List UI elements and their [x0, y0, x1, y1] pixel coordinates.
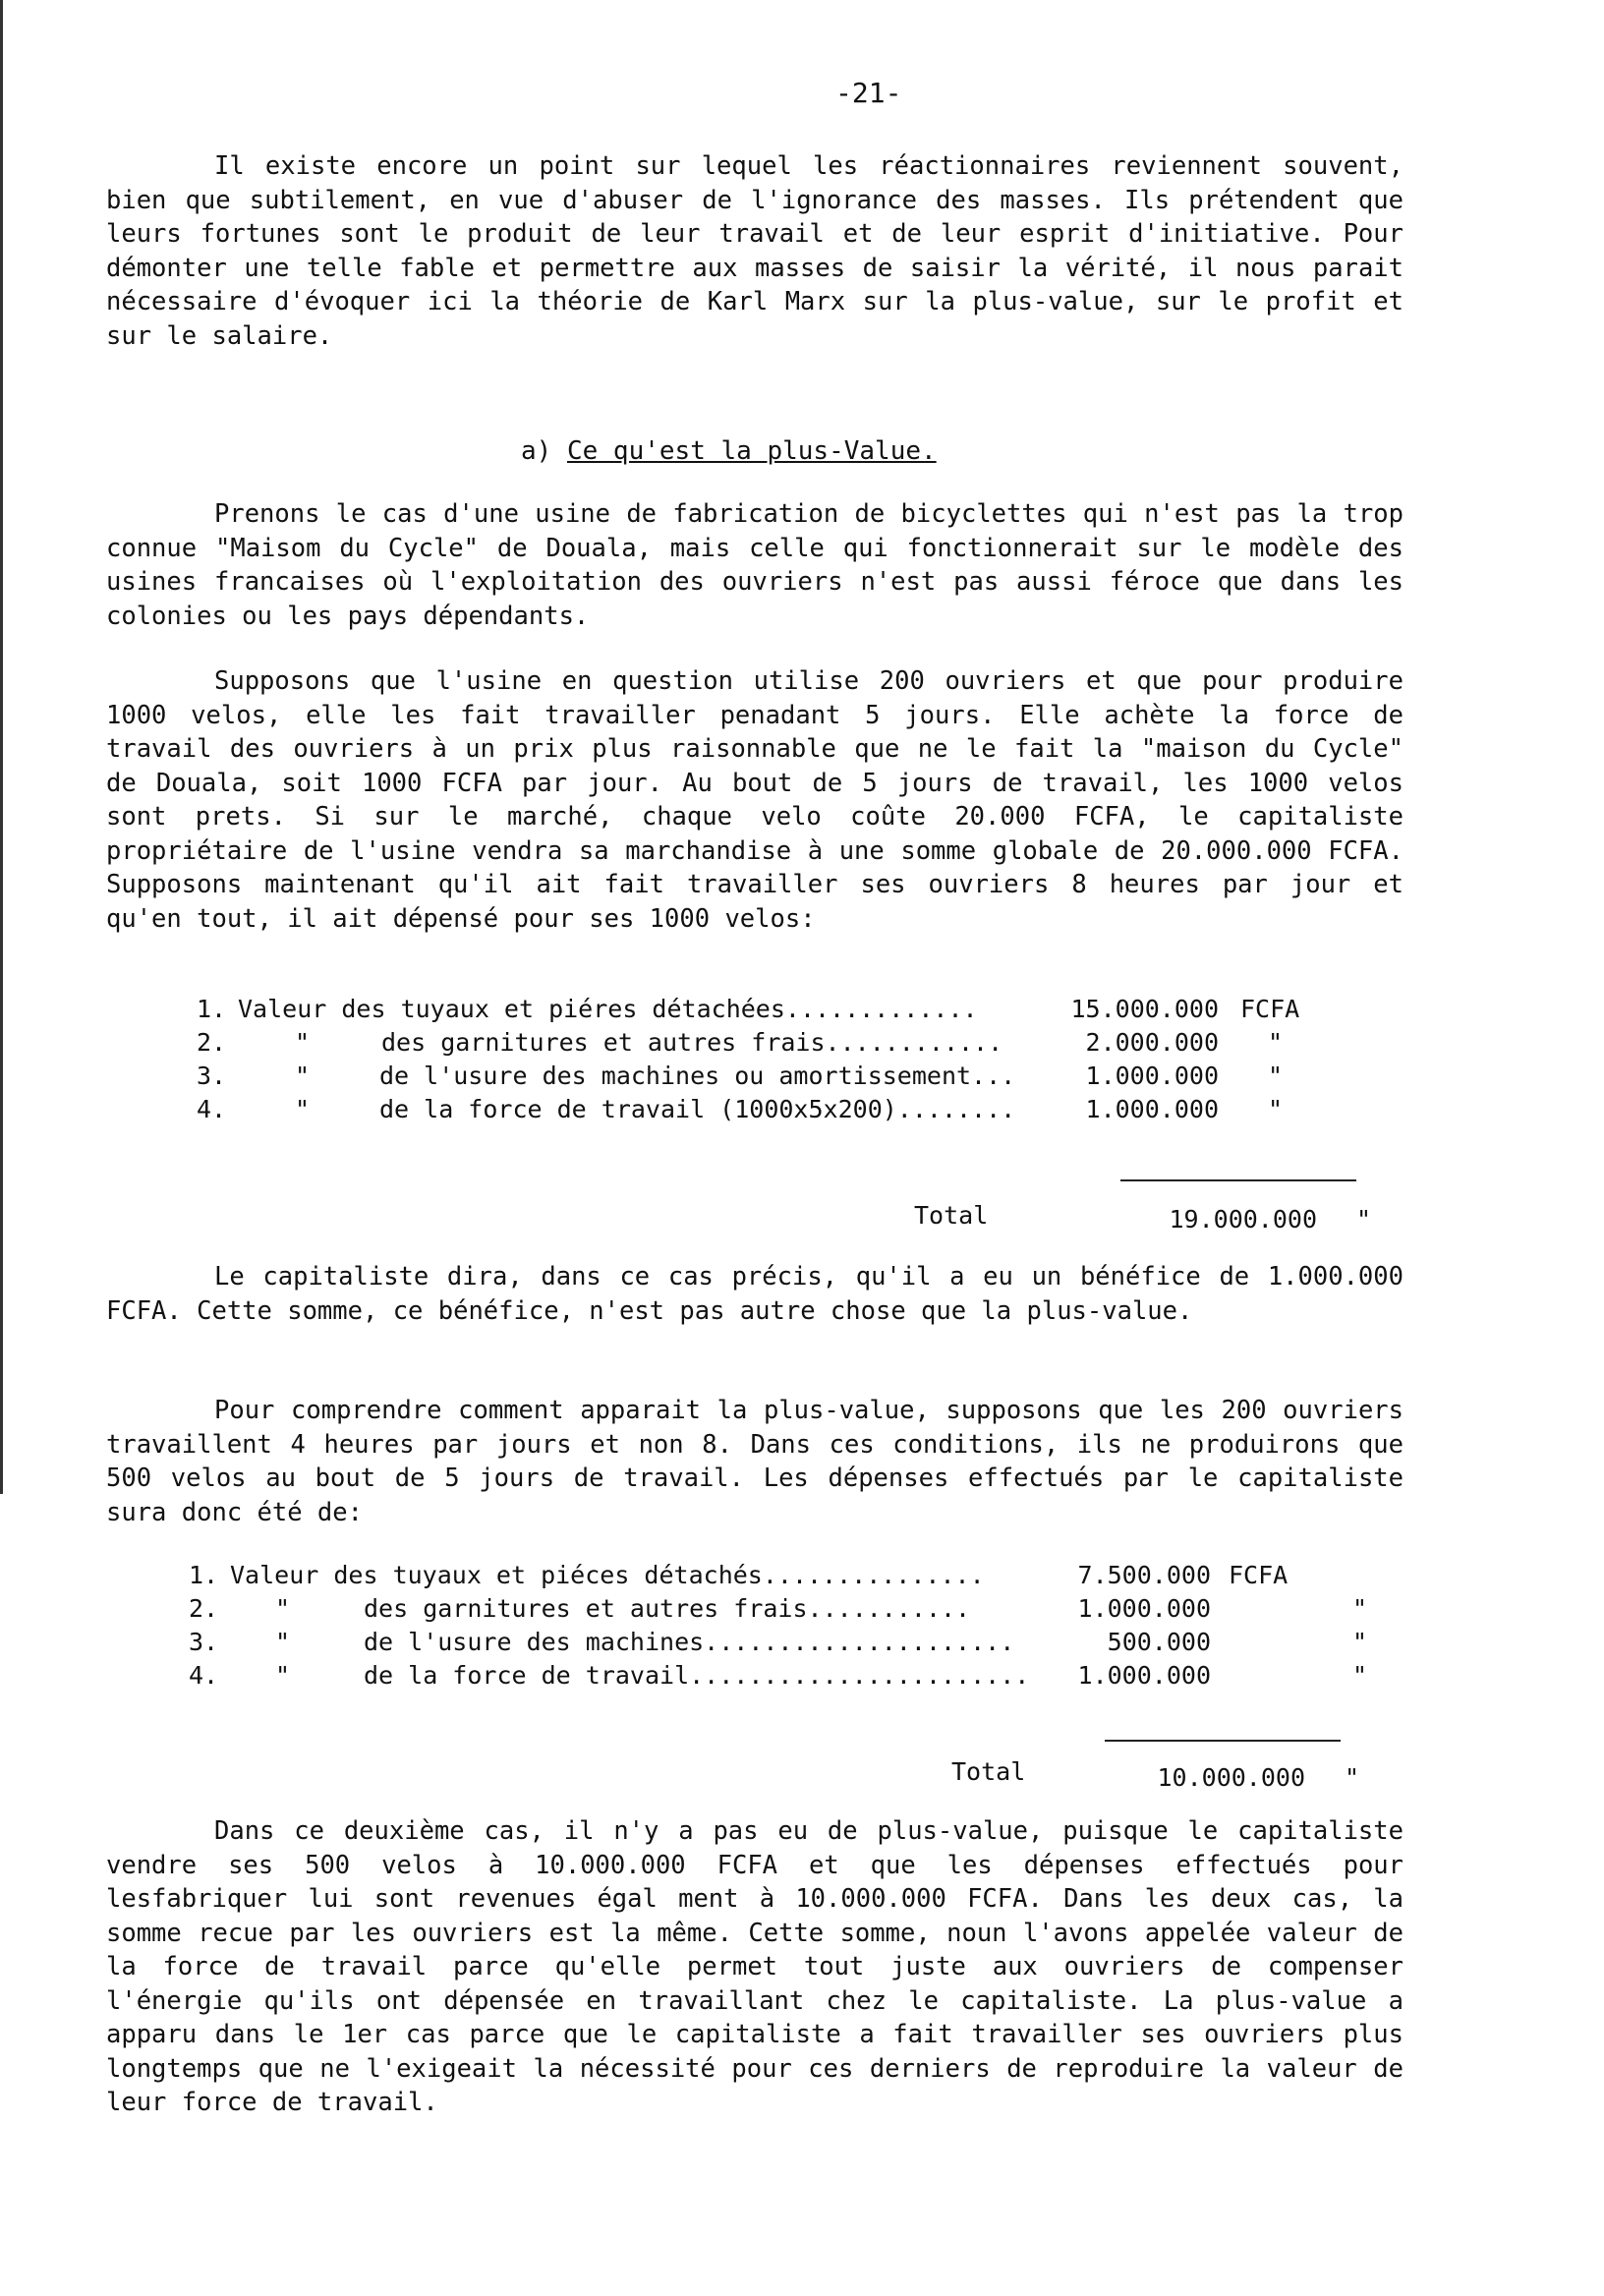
total-value: 19.000.000	[1169, 1205, 1317, 1234]
row-value: 2.000.000	[1085, 1028, 1219, 1057]
row-number: 4.	[189, 1661, 219, 1690]
row-unit: "	[1268, 1062, 1284, 1090]
total-unit: "	[1356, 1205, 1372, 1234]
page-number: -21-	[835, 77, 902, 109]
row-value: 1.000.000	[1085, 1095, 1219, 1123]
row-value: 7.500.000	[1077, 1561, 1211, 1589]
scan-edge-line	[0, 0, 3, 1494]
paragraph-explanation: Pour comprendre comment apparait la plus-value, supposons que les 200 ouvriers travaillent 4 heures par jours et non 8. Dans ces conditions, ils ne produirons que 500 velos au bout de 5 jours de travail. Les dépenses effectués par le capitaliste sura donc été de:	[106, 1396, 1404, 1527]
row-label: de l'usure des machines.....................	[364, 1628, 1015, 1656]
total-rule-2	[1105, 1740, 1341, 1742]
expense-table-1	[197, 995, 1425, 1152]
row-unit: FCFA	[1229, 1561, 1289, 1589]
heading-letter: a)	[521, 436, 552, 466]
row-unit: "	[1268, 1095, 1284, 1123]
row-unit: "	[1268, 1028, 1284, 1057]
total-rule	[1120, 1179, 1356, 1181]
row-value: 1.000.000	[1077, 1661, 1211, 1690]
row-unit: "	[1352, 1628, 1368, 1656]
row-number: 2.	[197, 1028, 227, 1057]
total-label: Total	[914, 1201, 989, 1230]
row-value: 15.000.000	[1070, 995, 1219, 1023]
row-number: 3.	[189, 1628, 219, 1656]
row-number: 1.	[197, 995, 227, 1023]
row-label: des garnitures et autres frais...........	[364, 1594, 971, 1623]
row-ditto: "	[295, 1095, 311, 1123]
row-label: de la force de travail (1000x5x200)........	[379, 1095, 1016, 1123]
paragraph-conclusion: Dans ce deuxième cas, il n'y a pas eu de plus-value, puisque le capitaliste vendre ses 500 velos à 10.000.000 FCFA et que les dépenses effectués pour lesfabriquer lui sont revenues égal ment à 10.000.000 FCFA. Dans les deux cas, la somme recue par les ouvriers est la même. Cette somme, noun l'avons appelée valeur de la force de travail parce qu'elle permet tout juste aux ouvriers de compenser l'énergie qu'ils ont dépensée en travaillant chez le capitaliste. La plus-value a apparu dans le 1er cas parce que le capitaliste a fait travailler ses ouvriers plus longtemps que ne l'exigeait la nécessité pour ces derniers de reproduire la valeur de leur force de travail.	[106, 1816, 1404, 2117]
row-unit: FCFA	[1240, 995, 1300, 1023]
row-unit: "	[1352, 1661, 1368, 1690]
paragraph-hypothesis: Supposons que l'usine en question utilise 200 ouvriers et que pour produire 1000 velos, elle les fait travailler penadant 5 jours. Elle achète la force de travail des ouvriers à un prix plus raisonnable que ne le fait la "maison du Cycle" de Douala, soit 1000 FCFA par jour. Au bout de 5 jours de travail, les 1000 velos sont prets. Si sur le marché, chaque velo coûte 20.000 FCFA, le capitaliste propriétaire de l'usine vendra sa marchandise à une somme globale de 20.000.000 FCFA. Supposons maintenant qu'il ait fait travailler ses ouvriers 8 heures par jour et qu'en tout, il ait dépensé pour ses 1000 velos:	[106, 666, 1404, 934]
total-label-2: Total	[951, 1757, 1026, 1786]
paragraph-example-factory: Prenons le cas d'une usine de fabrication de bicyclettes qui n'est pas la trop connue "Maisom du Cycle" de Douala, mais celle qui fonctionnerait sur le modèle des usines francaises où l'exploitation des ouvriers n'est pas aussi féroce que dans les colonies ou les pays dépendants.	[106, 499, 1404, 631]
expense-table-2	[189, 1561, 1417, 1718]
row-number: 1.	[189, 1561, 219, 1589]
row-ditto: "	[275, 1594, 291, 1623]
row-label: Valeur des tuyaux et piéces détachés...............	[230, 1561, 985, 1589]
row-label: de la force de travail.......................	[364, 1661, 1030, 1690]
heading-title: Ce qu'est la plus-Value.	[566, 436, 937, 466]
row-ditto: "	[275, 1628, 291, 1656]
paragraph-benefit: Le capitaliste dira, dans ce cas précis, qu'il a eu un bénéfice de 1.000.000 FCFA. Cette somme, ce bénéfice, n'est pas autre chose que la plus-value.	[106, 1262, 1404, 1326]
row-label: de l'usure des machines ou amortissement...	[379, 1062, 1016, 1090]
row-number: 3.	[197, 1062, 227, 1090]
row-number: 4.	[197, 1095, 227, 1123]
row-label: des garnitures et autres frais............	[381, 1028, 1003, 1057]
row-value: 1.000.000	[1085, 1062, 1219, 1090]
paragraph-intro: Il existe encore un point sur lequel les réactionnaires reviennent souvent, bien que subtilement, en vue d'abuser de l'ignorance des masses. Ils prétendent que leurs fortunes sont le produit de leur travail et de leur esprit d'initiative. Pour démonter une telle fable et permettre aux masses de saisir la vérité, il nous parait nécessaire d'évoquer ici la théorie de Karl Marx sur la plus-value, sur le profit et sur le salaire.	[106, 151, 1404, 351]
total-value-2: 10.000.000	[1157, 1763, 1305, 1792]
row-label: Valeur des tuyaux et piéres détachées.............	[238, 995, 978, 1023]
section-heading	[521, 436, 937, 466]
total-unit-2: "	[1345, 1763, 1360, 1792]
row-ditto: "	[275, 1661, 291, 1690]
row-value: 1.000.000	[1077, 1594, 1211, 1623]
row-number: 2.	[189, 1594, 219, 1623]
row-ditto: "	[295, 1028, 311, 1057]
row-unit: "	[1352, 1594, 1368, 1623]
row-value: 500.000	[1107, 1628, 1211, 1656]
row-ditto: "	[295, 1062, 311, 1090]
